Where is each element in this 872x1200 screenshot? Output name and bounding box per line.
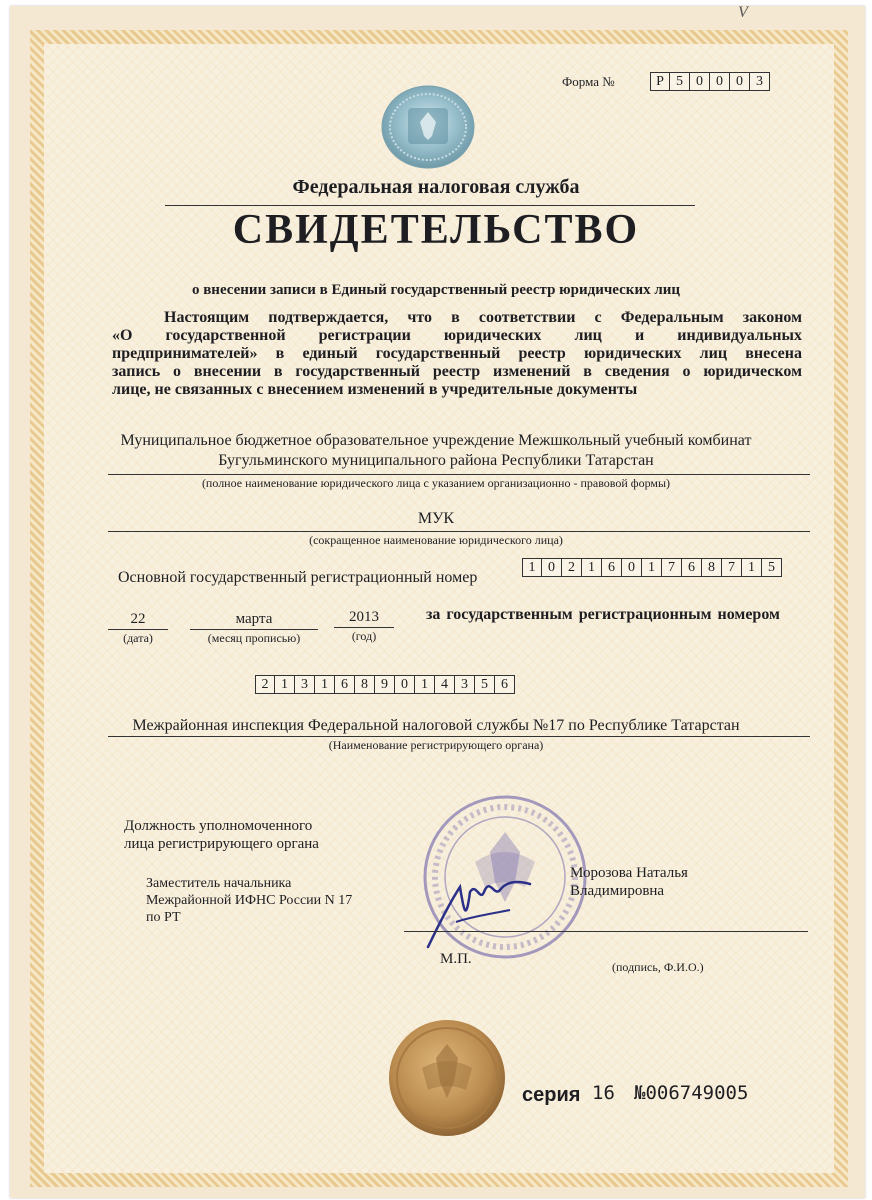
grn-digit-cell: 4	[435, 675, 455, 694]
form-label: Форма №	[562, 74, 615, 89]
position-line2: Межрайонной ИФНС России N 17	[146, 893, 353, 908]
agency-name: Федеральная налоговая служба	[292, 176, 580, 198]
position-label-line2: лица регистрирующего органа	[124, 836, 319, 852]
ogrn-digit-cell: 1	[742, 558, 762, 577]
short-name-underline	[108, 531, 810, 532]
corner-mark: V	[738, 4, 748, 21]
ogrn-label: Основной государственный регистрационный номер	[118, 569, 478, 586]
grn-digit-cell: 6	[495, 675, 515, 694]
form-code-cell: Р	[650, 72, 670, 91]
ogrn-digit-cell: 7	[722, 558, 742, 577]
ogrn-digit-cell: 2	[562, 558, 582, 577]
grn-digit-cell: 1	[315, 675, 335, 694]
date-year-underline	[334, 627, 394, 628]
authority-caption: (Наименование регистрирующего органа)	[328, 738, 544, 752]
form-code-cell: 3	[750, 72, 770, 91]
signer-name-line1: Морозова Наталья	[570, 865, 688, 881]
ogrn-digit-cell: 7	[662, 558, 682, 577]
full-name-underline	[108, 474, 810, 475]
certificate-subtitle: о внесении записи в Единый государственный реестр юридических лиц	[191, 282, 681, 298]
ogrn-digit-cell: 1	[582, 558, 602, 577]
date-month-underline	[190, 629, 318, 630]
date-year-caption: (год)	[351, 629, 377, 643]
ogrn-digit-cell: 6	[602, 558, 622, 577]
entity-full-name-line1: Муниципальное бюджетное образовательное учреждение Межшкольный учебный комбинат	[120, 432, 752, 449]
full-name-caption: (полное наименование юридического лица с указанием организационно - правовой формы)	[201, 476, 671, 490]
grn-cells	[255, 675, 515, 694]
form-code-cell: 0	[710, 72, 730, 91]
ogrn-digit-cell: 5	[762, 558, 782, 577]
date-day-underline	[108, 629, 168, 630]
position-label-line1: Должность уполномоченного	[124, 818, 313, 834]
series-label: серия	[522, 1084, 581, 1106]
date-month-caption: (месяц прописью)	[207, 631, 301, 645]
signer-name-line2: Владимировна	[570, 883, 665, 899]
signature-underline	[404, 931, 808, 932]
form-code-cell: 5	[670, 72, 690, 91]
serial-number: №006749005	[634, 1082, 749, 1104]
grn-digit-cell: 2	[255, 675, 275, 694]
form-code-cell: 0	[730, 72, 750, 91]
grn-digit-cell: 5	[475, 675, 495, 694]
short-name-caption: (сокращенное наименование юридического лица)	[309, 533, 563, 547]
ogrn-digit-cell: 1	[642, 558, 662, 577]
body-paragraph	[112, 309, 802, 399]
ogrn-digit-cell: 1	[522, 558, 542, 577]
mp-label: М.П.	[440, 951, 472, 967]
grn-digit-cell: 0	[395, 675, 415, 694]
body-line-2: «О государственной регистрации юридических лиц и индивидуальных	[112, 327, 802, 344]
body-line-5: лице, не связанных с внесением изменений в учредительные документы	[112, 381, 638, 398]
grn-digit-cell: 1	[415, 675, 435, 694]
ogrn-digit-cell: 0	[542, 558, 562, 577]
authority-underline	[108, 736, 810, 737]
grn-digit-cell: 8	[355, 675, 375, 694]
ogrn-digit-cell: 8	[702, 558, 722, 577]
grn-digit-cell: 9	[375, 675, 395, 694]
ogrn-cells	[522, 558, 782, 577]
signature-caption: (подпись, Ф.И.О.)	[612, 960, 704, 974]
body-line-3: предпринимателей» в единый государственный реестр юридических лиц внесена	[112, 345, 802, 362]
entity-full-name-line2: Бугульминского муниципального района Республики Татарстан	[218, 452, 654, 469]
body-line-1: Настоящим подтверждается, что в соответствии с Федеральным законом	[164, 309, 802, 326]
position-line1: Заместитель начальника	[146, 876, 292, 891]
ogrn-digit-cell: 6	[682, 558, 702, 577]
gold-seal-icon	[386, 1016, 508, 1140]
date-day-caption: (дата)	[123, 631, 153, 645]
position-line3: по РТ	[146, 910, 181, 925]
date-month: марта	[235, 611, 273, 627]
series-number: 16	[592, 1082, 615, 1104]
certificate-title: СВИДЕТЕЛЬСТВО	[232, 207, 640, 253]
date-day: 22	[130, 611, 146, 627]
hologram-emblem-icon	[380, 84, 476, 170]
grn-digit-cell: 1	[275, 675, 295, 694]
form-code-cell: 0	[690, 72, 710, 91]
signature-mark-icon	[420, 862, 540, 952]
form-code-cells	[650, 72, 770, 91]
body-line-4: запись о внесении в государственный реестр изменений в сведения о юридическом	[112, 363, 802, 380]
entity-short-name: МУК	[417, 510, 455, 527]
grn-label: за государственным регистрационным номером	[426, 606, 780, 623]
date-year: 2013	[349, 609, 379, 625]
grn-digit-cell: 6	[335, 675, 355, 694]
grn-digit-cell: 3	[295, 675, 315, 694]
ogrn-digit-cell: 0	[622, 558, 642, 577]
grn-digit-cell: 3	[455, 675, 475, 694]
authority-name: Межрайонная инспекция Федеральной налоговой службы №17 по Республике Татарстан	[132, 717, 740, 734]
